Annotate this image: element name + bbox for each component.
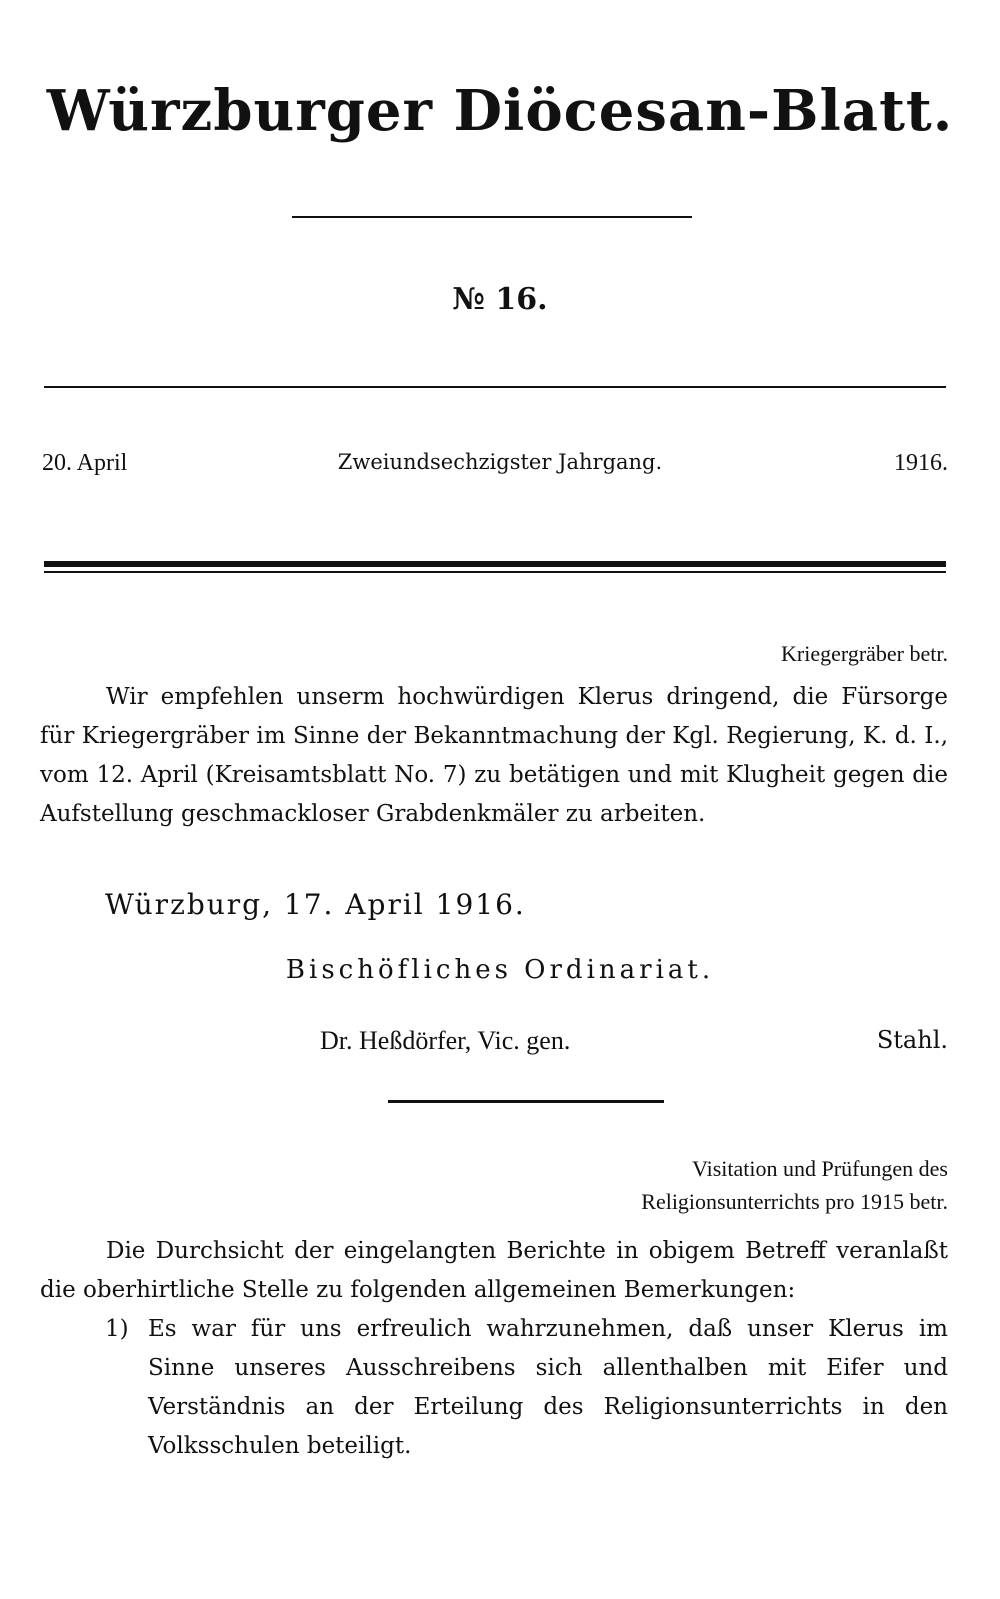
masthead-title: Würzburger Diöcesan-Blatt. bbox=[46, 78, 954, 144]
header-double-rule-bottom bbox=[44, 571, 946, 573]
article1-office: Bischöfliches Ordinariat. bbox=[285, 955, 715, 985]
article2-intro: Die Durchsicht der eingelangten Berichte in obigem Betreff veranlaßt die oberhirtliche Stelle zu folgenden allgemeinen Bemerkungen: bbox=[40, 1238, 948, 1303]
volume-line: Zweiundsechzigster Jahrgang. bbox=[337, 450, 663, 474]
article1-body: Wir empfehlen unserm hochwürdigen Klerus dringend, die Fürsorge für Kriegergräber im Sinne der Bekanntmachung der Kgl. Regierung, K. d. I., vom 12. April (Kreisamtsblatt No. 7) zu betätigen und mit Klugheit gegen die Aufstellung geschmackloser Grabdenkmäler zu arbeiten. bbox=[40, 684, 948, 827]
issue-rule bbox=[44, 386, 946, 388]
article1-signatory-right: Stahl. bbox=[876, 1026, 948, 1054]
issue-date: 20. April bbox=[42, 450, 128, 476]
list-item bbox=[105, 1310, 948, 1466]
article2-subject-line2: Religionsunterrichts pro 1915 betr. bbox=[641, 1189, 948, 1214]
article1-signatory-left: Dr. Heßdörfer, Vic. gen. bbox=[320, 1026, 571, 1055]
list-item-text: Es war für uns erfreulich wahrzunehmen, daß unser Klerus im Sinne unseres Ausschreibens sich allenthalben mit Eifer und Verständnis an der Erteilung des Religionsunterrichts in den Volksschulen beteiligt. bbox=[148, 1316, 948, 1459]
article1-subject: Kriegergräber betr. bbox=[781, 641, 948, 666]
masthead-rule bbox=[292, 216, 692, 218]
header-double-rule-top bbox=[44, 561, 946, 567]
list-item-number: 1) bbox=[105, 1316, 129, 1342]
article2-subject-line1: Visitation und Prüfungen des bbox=[692, 1156, 948, 1181]
article-separator-rule bbox=[388, 1100, 664, 1103]
article1-place-date: Würzburg, 17. April 1916. bbox=[105, 888, 526, 921]
issue-number: № 16. bbox=[452, 282, 548, 317]
issue-year: 1916. bbox=[894, 450, 948, 476]
